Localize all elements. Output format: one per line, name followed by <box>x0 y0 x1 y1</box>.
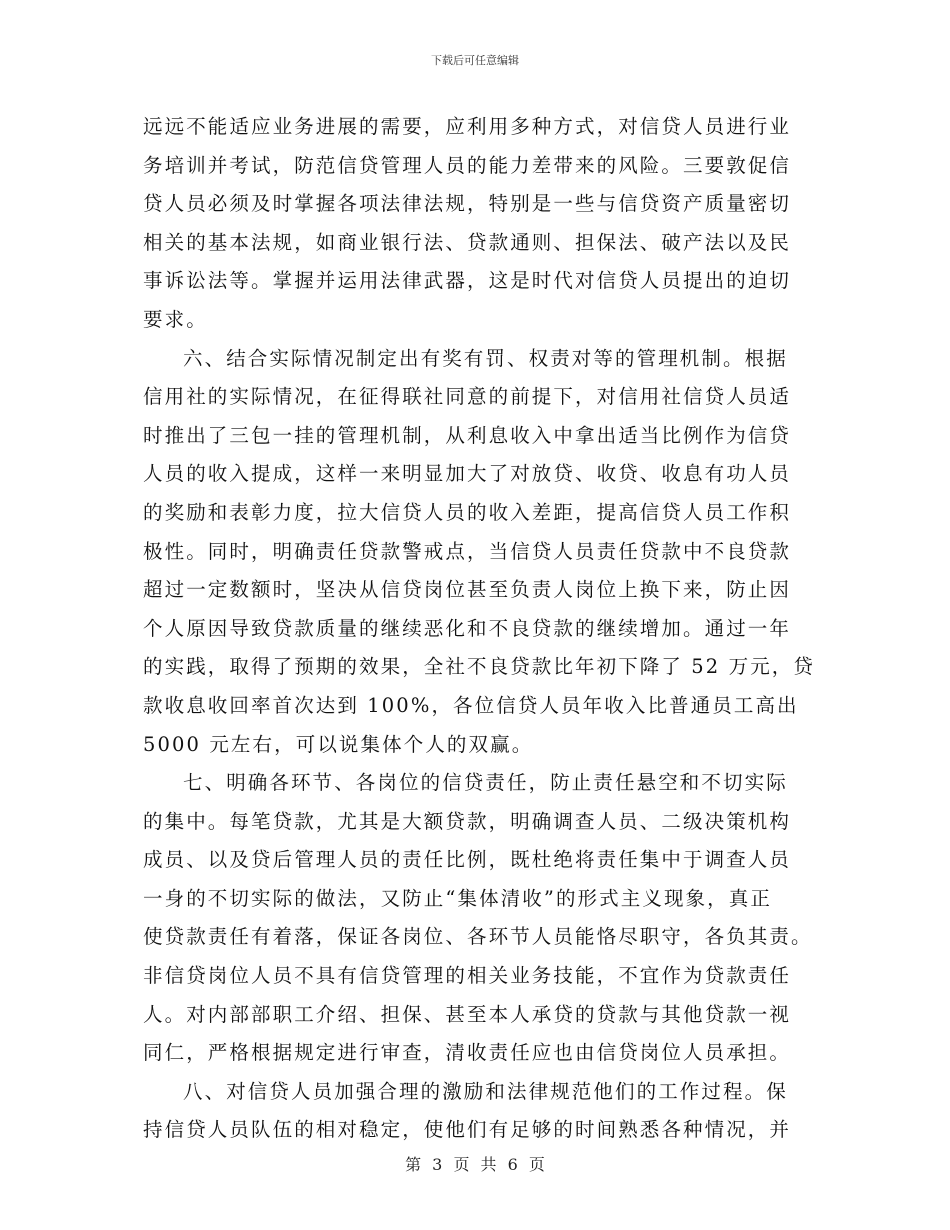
text-line: 要求。 <box>143 307 208 331</box>
text-line: 八、对信贷人员加强合理的激励和法律规范他们的工作过程。保 <box>183 1079 788 1103</box>
text-line: 个人原因导致贷款质量的继续恶化和不良贷款的继续增加。通过一年 <box>143 616 792 640</box>
text-line: 非信贷岗位人员不具有信贷管理的相关业务技能，不宜作为贷款责任 <box>143 964 792 988</box>
paragraph-section-6 <box>143 340 816 765</box>
text-line: 5000 元左右，可以说集体个人的双赢。 <box>143 732 534 756</box>
text-line: 人员的收入提成，这样一来明显加大了对放贷、收贷、收息有功人员 <box>143 462 792 486</box>
text-line: 成员、以及贷后管理人员的责任比例，既杜绝将责任集中于调查人员 <box>143 848 792 872</box>
text-line: 远远不能适应业务进展的需要，应利用多种方式，对信贷人员进行业 <box>143 115 792 138</box>
text-line: 事诉讼法等。掌握并运用法律武器，这是时代对信贷人员提出的迫切 <box>143 269 792 293</box>
text-line: 时推出了三包一挂的管理机制，从利息收入中拿出适当比例作为信贷 <box>143 423 792 447</box>
text-line: 的集中。每笔贷款，尤其是大额贷款，明确调查人员、二级决策机构 <box>143 809 792 833</box>
text-line: 同仁，严格根据规定进行审查，清收责任应也由信贷岗位人员承担。 <box>143 1041 792 1065</box>
paragraph-continuation <box>143 108 803 340</box>
text-line: 六、结合实际情况制定出有奖有罚、权责对等的管理机制。根据 <box>183 346 788 370</box>
text-line: 一身的不切实际的做法，又防止“集体清收”的形式主义现象，真正 <box>143 886 772 910</box>
text-line: 人。对内部部职工介绍、担保、甚至本人承贷的贷款与其他贷款一视 <box>143 1002 792 1026</box>
text-line: 持信贷人员队伍的相对稳定，使他们有足够的时间熟悉各种情况，并 <box>143 1118 792 1142</box>
paragraph-section-8 <box>143 1073 803 1150</box>
text-line: 的奖励和表彰力度，拉大信贷人员的收入差距，提高信贷人员工作积 <box>143 500 792 524</box>
text-line: 使贷款责任有着落，保证各岗位、各环节人员能恪尽职守，各负其责。 <box>143 925 813 949</box>
text-line: 超过一定数额时，坚决从信贷岗位甚至负责人岗位上换下来，防止因 <box>143 578 792 602</box>
text-line: 的实践，取得了预期的效果，全社不良贷款比年初下降了 52 万元，贷 <box>143 655 816 679</box>
page-number-footer: 第 3 页 共 6 页 <box>405 1155 545 1174</box>
text-line: 极性。同时，明确责任贷款警戒点，当信贷人员责任贷款中不良贷款 <box>143 539 792 563</box>
text-line: 信用社的实际情况，在征得联社同意的前提下，对信用社信贷人员适 <box>143 385 792 409</box>
page-header: 下载后可任意编辑 <box>431 54 519 67</box>
document-body <box>143 108 816 1150</box>
text-line: 贷人员必须及时掌握各项法律法规，特别是一些与信贷资产质量密切 <box>143 192 792 216</box>
text-line: 相关的基本法规，如商业银行法、贷款通则、担保法、破产法以及民 <box>143 230 792 254</box>
text-line: 七、明确各环节、各岗位的信贷责任，防止责任悬空和不切实际 <box>183 771 788 795</box>
text-line: 款收息收回率首次达到 100%，各位信贷人员年收入比普通员工高出 <box>143 693 799 717</box>
text-line: 务培训并考试，防范信贷管理人员的能力差带来的风险。三要敦促信 <box>143 153 792 177</box>
paragraph-section-7 <box>143 764 813 1073</box>
